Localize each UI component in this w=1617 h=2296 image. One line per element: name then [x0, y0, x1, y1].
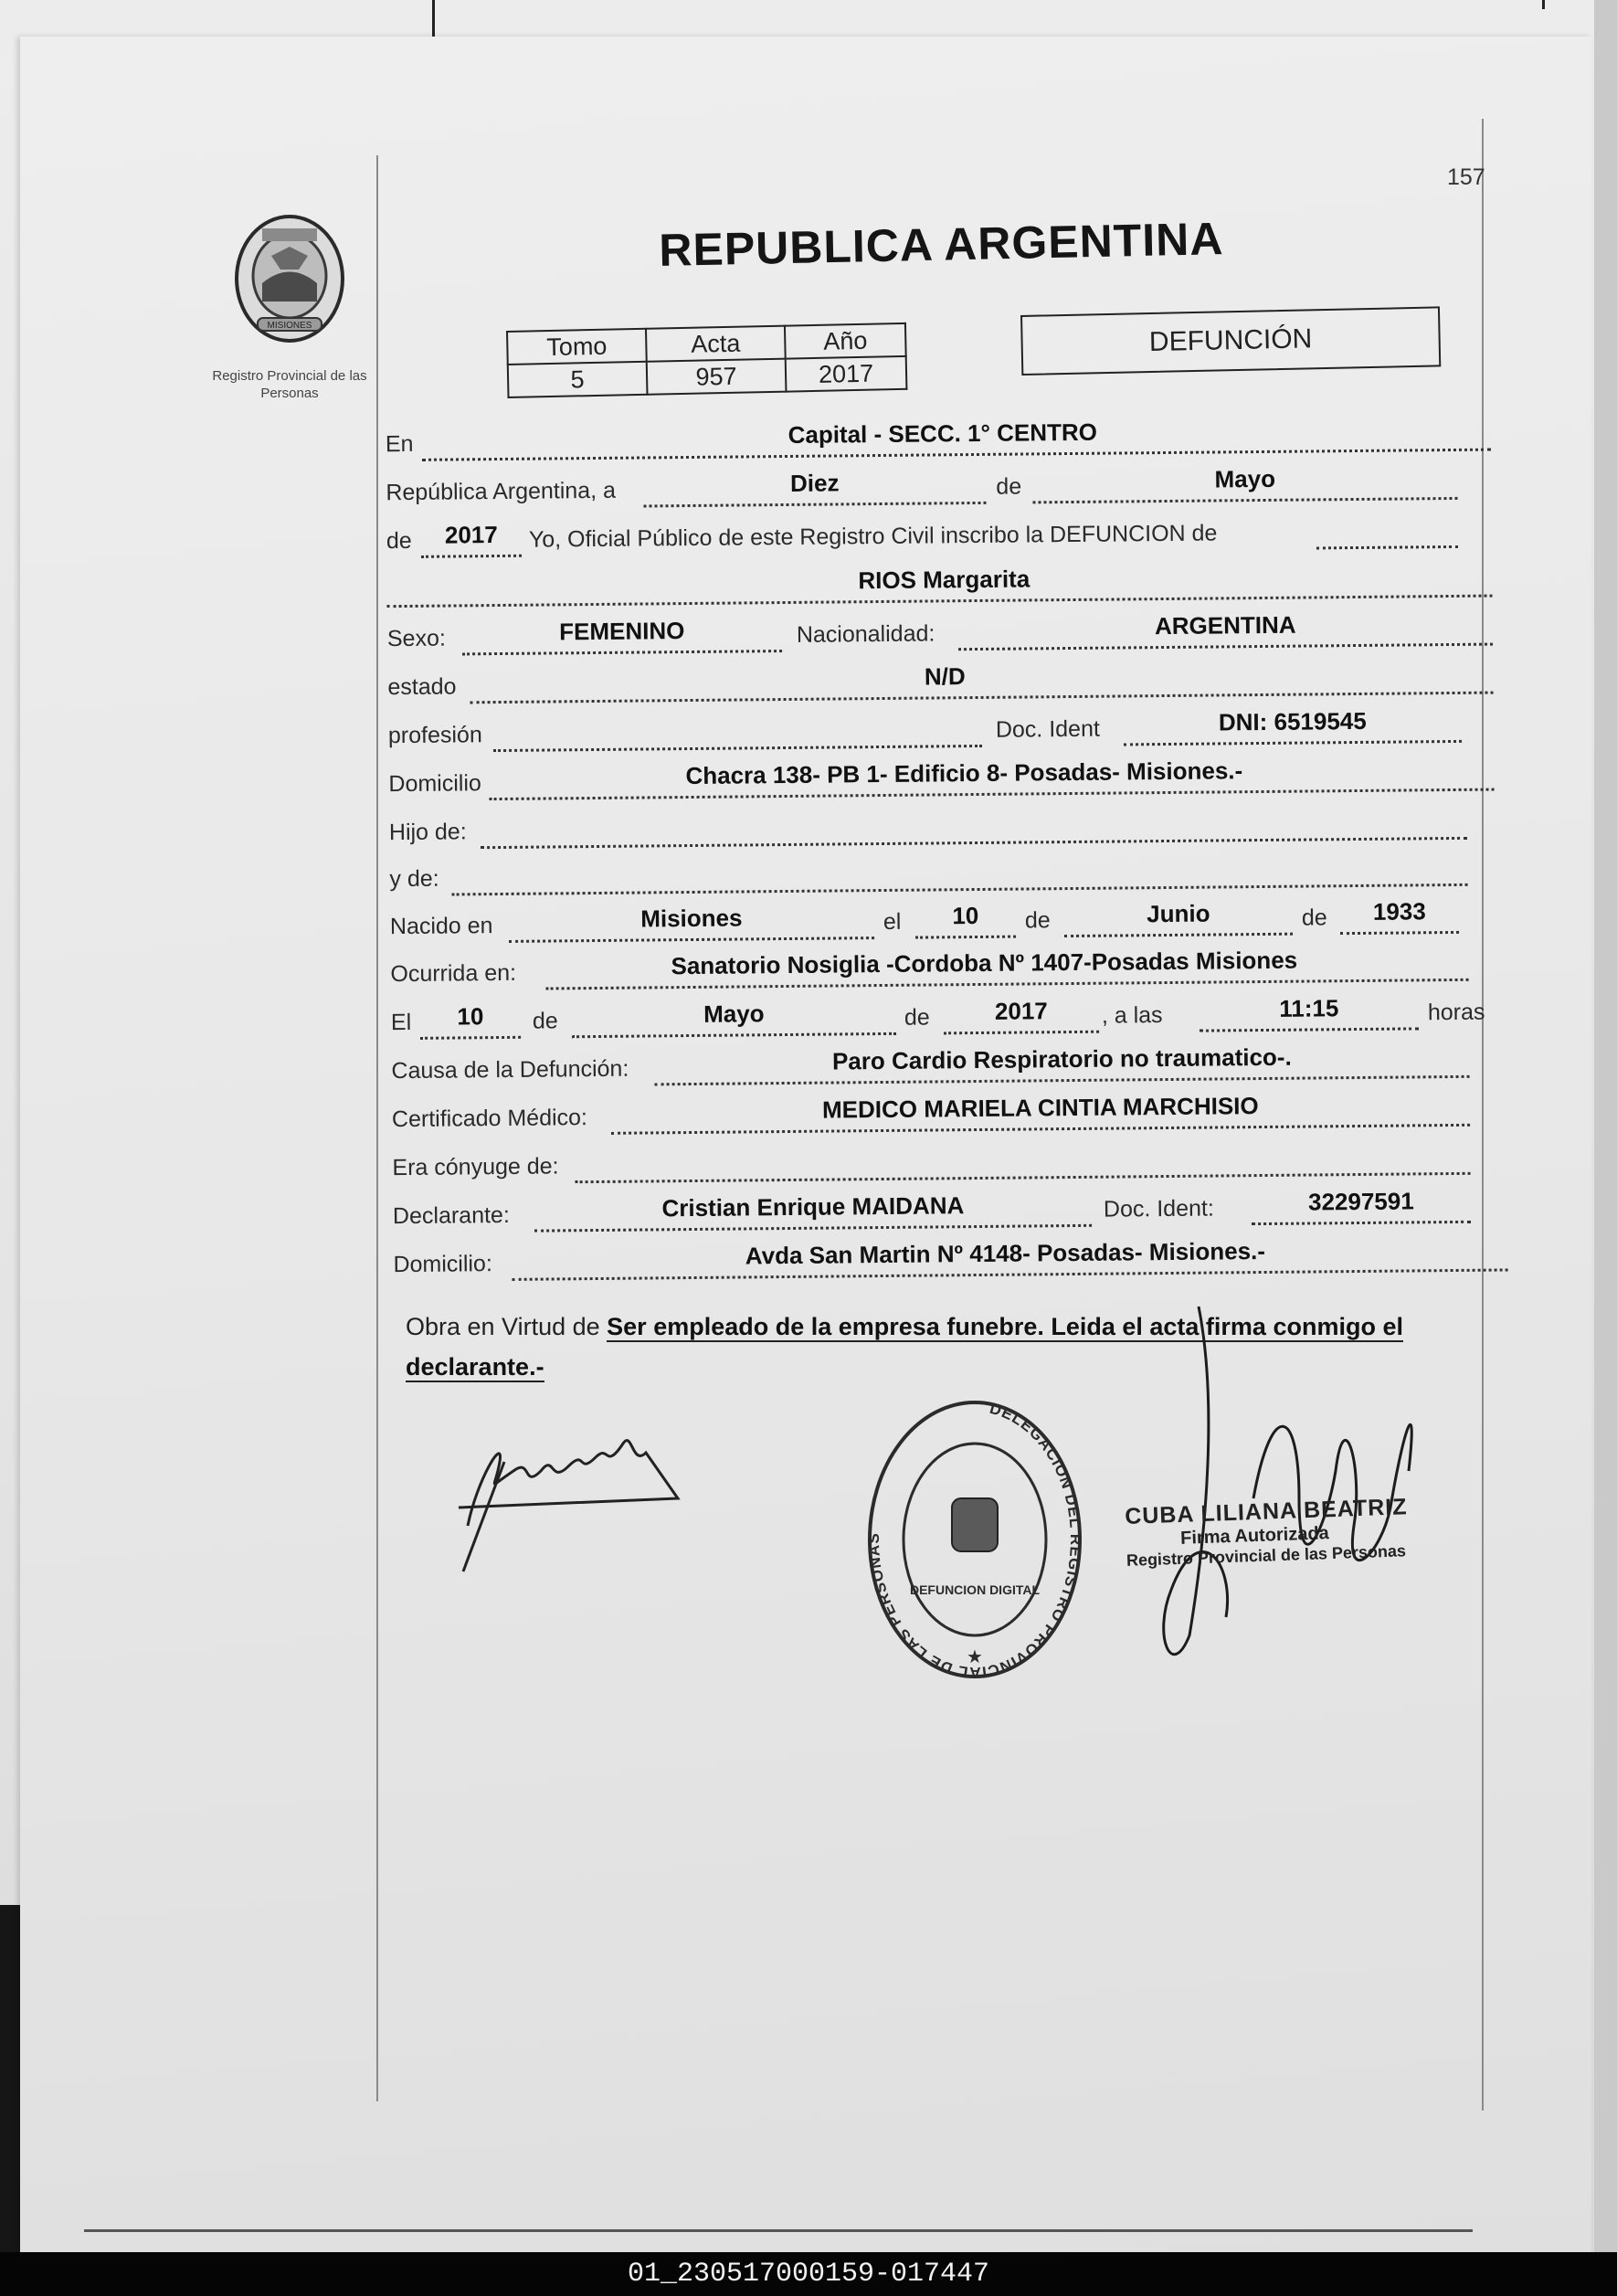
officer-stamp [1125, 1493, 1437, 1571]
value-y-de [451, 850, 1467, 860]
label-de: de [386, 527, 412, 555]
label-declarante: Declarante: [392, 1201, 510, 1230]
label-doc-ident-declarante: Doc. Ident: [1103, 1195, 1214, 1222]
dotted-line [470, 692, 1494, 704]
value-nombre: RIOS Margarita [858, 565, 1030, 595]
seal-inner-text: DEFUNCION DIGITAL [909, 1582, 1041, 1597]
label-profesion: profesión [387, 722, 482, 749]
label-y-de: y de: [389, 865, 439, 893]
emblem-text: MISIONES [267, 321, 312, 331]
dotted-line [452, 883, 1468, 896]
label-nacionalidad: Nacionalidad: [796, 620, 935, 648]
acta-header: Acta [646, 326, 786, 362]
value-mes: Mayo [1214, 464, 1276, 493]
label-yo-oficial: Yo, Oficial Público de este Registro Civil inscribo la DEFUNCION de [528, 520, 1218, 553]
dotted-line [387, 595, 1493, 608]
label-doc-ident: Doc. Ident [995, 715, 1100, 743]
value-def-dia: 10 [457, 1002, 484, 1031]
dotted-line [421, 555, 522, 558]
label-sexo: Sexo: [386, 625, 446, 652]
dotted-line [944, 1031, 1099, 1035]
dotted-line [1032, 497, 1457, 503]
value-def-anio: 2017 [994, 997, 1048, 1025]
label-a-las: , a las [1101, 1002, 1163, 1029]
value-dia: Diez [789, 469, 840, 497]
anio-header: Año [785, 323, 906, 359]
dotted-line [509, 936, 874, 943]
registry-caption: Registro Provincial de las Personas [212, 368, 367, 401]
label-nacido-en: Nacido en [389, 913, 493, 940]
value-nacionalidad: ARGENTINA [1154, 610, 1296, 640]
dotted-line [481, 837, 1467, 849]
value-obra-2: declarante.- [406, 1353, 544, 1381]
death-certificate-page [20, 37, 1591, 2252]
dotted-line [655, 1075, 1470, 1086]
dotted-line [1124, 740, 1462, 746]
page-number: 157 [1447, 164, 1485, 190]
officer-role: Firma Autorizada [1179, 1523, 1330, 1549]
label-de: de [904, 1004, 930, 1031]
dotted-line [644, 502, 987, 508]
label-el: el [882, 908, 902, 935]
label-el: El [390, 1009, 412, 1036]
dotted-line [915, 936, 1016, 939]
dotted-line [462, 650, 782, 655]
value-def-mes: Mayo [703, 1000, 765, 1028]
official-seal [856, 1384, 1094, 1686]
label-domicilio: Domicilio [388, 770, 481, 798]
declarant-signature [449, 1380, 724, 1581]
label-de: de [996, 473, 1022, 500]
tomo-header: Tomo [507, 329, 647, 365]
value-anio: 2017 [444, 521, 498, 549]
tomo-value: 5 [508, 362, 648, 397]
value-conyuge [575, 1138, 1470, 1147]
value-declarante-doc: 32297591 [1307, 1187, 1414, 1216]
value-nacido-en: Misiones [640, 904, 743, 933]
label-en: En [385, 430, 414, 458]
value-certificado: MEDICO MARIELA CINTIA MARCHISIO [821, 1092, 1259, 1124]
label-domicilio-declarante: Domicilio: [393, 1251, 492, 1278]
label-de: de [1024, 907, 1051, 934]
value-obra-1: Ser empleado de la empresa funebre. Leida el acta firma conmigo el [607, 1313, 1403, 1340]
label-certificado: Certificado Médico: [391, 1105, 588, 1133]
value-lugar: Capital - SECC. 1° CENTRO [787, 418, 1098, 449]
value-domicilio: Chacra 138- PB 1- Edificio 8- Posadas- Misiones.- [685, 757, 1243, 790]
officer-office: Registro Provincial de las Personas [1126, 1541, 1407, 1570]
label-conyuge: Era cónyuge de: [392, 1153, 559, 1181]
dotted-line [1340, 931, 1459, 935]
label-republica: República Argentina, a [386, 477, 617, 506]
page-title: REPUBLICA ARGENTINA [658, 213, 1224, 277]
dotted-line [611, 1124, 1470, 1135]
value-declarante-domicilio: Avda San Martin Nº 4148- Posadas- Misiones.- [745, 1236, 1266, 1270]
officer-name: CUBA LILIANA BEATRIZ [1124, 1494, 1408, 1529]
officer-signature [1116, 1288, 1445, 1690]
value-def-hora: 11:15 [1279, 994, 1339, 1022]
dotted-line [1316, 545, 1458, 549]
certificate-form [16, 26, 1609, 2256]
label-de: de [532, 1008, 558, 1034]
label-causa: Causa de la Defunción: [391, 1055, 629, 1085]
value-declarante: Cristian Enrique MAIDANA [661, 1191, 965, 1222]
value-sexo: FEMENINO [559, 617, 685, 646]
dotted-line [493, 745, 982, 752]
value-causa: Paro Cardio Respiratorio no traumatico-. [831, 1042, 1292, 1075]
dotted-line [534, 1224, 1092, 1233]
dotted-line [958, 643, 1493, 651]
back-sheet-mark [1542, 0, 1545, 9]
dotted-line [420, 1036, 521, 1040]
acta-value: 957 [647, 359, 787, 395]
dotted-line [422, 449, 1491, 461]
value-profesion [493, 711, 982, 715]
label-horas: horas [1427, 999, 1485, 1026]
value-nac-anio: 1933 [1372, 897, 1426, 926]
value-nac-dia: 10 [952, 901, 979, 930]
label-de: de [1301, 905, 1327, 931]
label-ocurrida-en: Ocurrida en: [390, 959, 517, 988]
dotted-line [1252, 1221, 1471, 1225]
label-obra: Obra en Virtud de [406, 1313, 600, 1340]
dotted-line [1200, 1027, 1419, 1032]
dotted-line [572, 1032, 896, 1038]
value-hijo-de [481, 803, 1467, 812]
value-ocurrida-en: Sanatorio Nosiglia -Cordoba Nº 1407-Posadas Misiones [671, 946, 1298, 980]
label-estado: estado [387, 673, 457, 701]
anio-value: 2017 [786, 356, 907, 392]
seal-star-icon: ★ [967, 1647, 983, 1667]
document-id-footer: 01_230517000159-017447 [0, 2252, 1617, 2296]
label-hijo-de: Hijo de: [388, 819, 467, 846]
seal-outer-text: DELEGACION DEL REGISTRO PROVINCIAL DE LAS PERSONAS [864, 1399, 1084, 1682]
record-type-box: DEFUNCIÓN [1020, 306, 1441, 376]
seal-emblem-icon [952, 1498, 998, 1551]
dotted-line [576, 1172, 1471, 1183]
value-nac-mes: Junio [1147, 899, 1210, 928]
dotted-line [1064, 933, 1293, 937]
value-doc-ident: DNI: 6519545 [1218, 706, 1367, 736]
value-estado: N/D [924, 662, 966, 691]
